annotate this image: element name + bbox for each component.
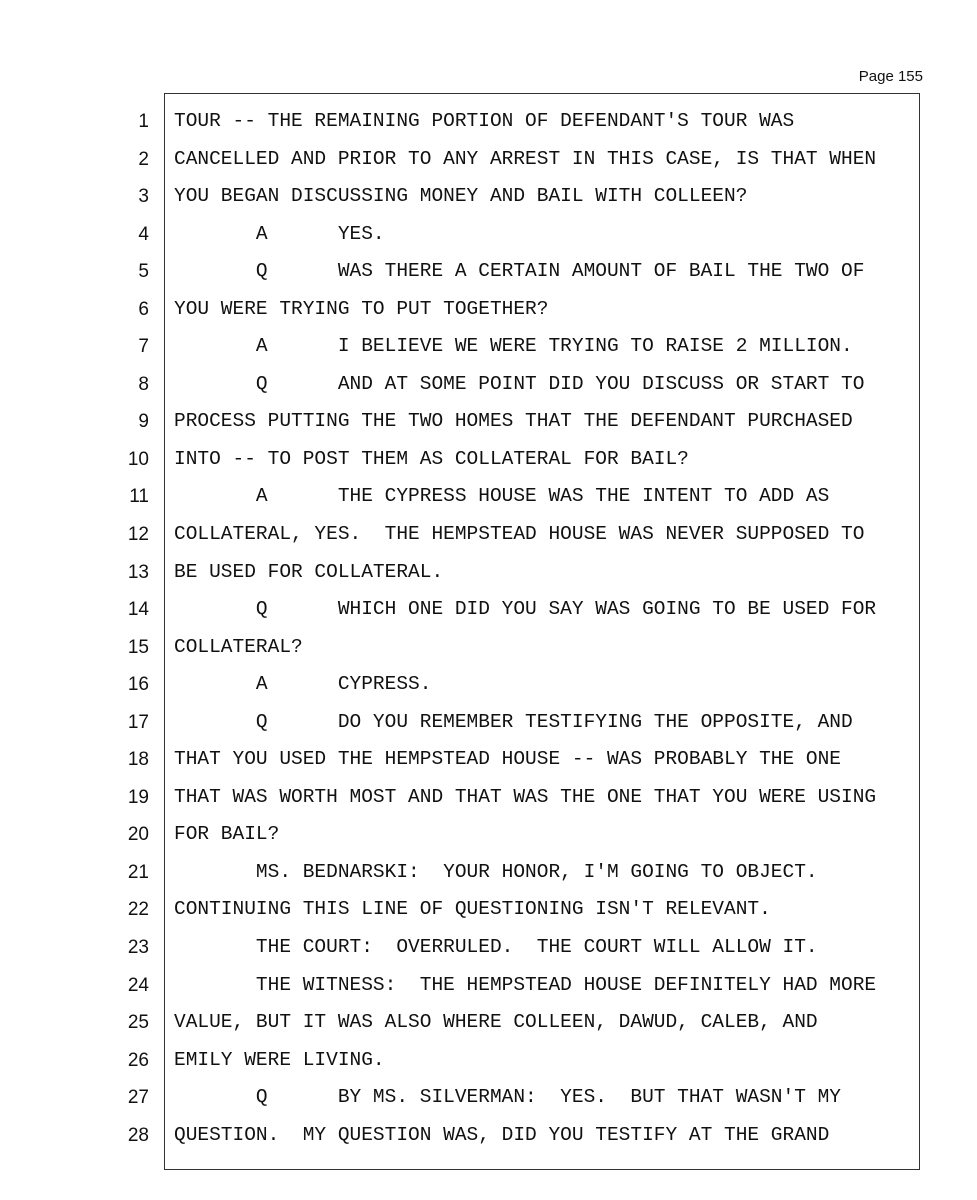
line-number: 27 [127,1087,149,1109]
line-text: CANCELLED AND PRIOR TO ANY ARREST IN THIS CASE, IS THAT WHEN [174,147,877,170]
line-text: COLLATERAL? [174,635,303,658]
line-number: 5 [138,261,149,283]
transcript-line [0,441,977,479]
line-text: Q WAS THERE A CERTAIN AMOUNT OF BAIL THE TWO OF [174,260,865,283]
transcript-line [0,366,977,404]
transcript-line [0,929,977,967]
transcript-line [0,629,977,667]
line-text: TOUR -- THE REMAINING PORTION OF DEFENDANT'S TOUR WAS [174,110,795,132]
line-number: 6 [138,298,149,320]
line-text: Q DO YOU REMEMBER TESTIFYING THE OPPOSITE, AND [174,710,853,733]
line-number: 1 [138,111,149,132]
line-number: 17 [127,711,149,733]
line-text: BE USED FOR COLLATERAL. [174,560,444,583]
line-text: Q AND AT SOME POINT DID YOU DISCUSS OR START TO [174,372,865,395]
line-number: 23 [127,937,149,959]
transcript-line [0,816,977,854]
line-number: 22 [127,899,149,921]
line-number: 7 [138,336,149,358]
transcript-line [0,403,977,441]
line-number: 25 [127,1012,149,1034]
line-text: MS. BEDNARSKI: YOUR HONOR, I'M GOING TO OBJECT. [174,860,818,883]
line-number: 15 [127,636,149,658]
page-number: Page 155 [858,68,923,85]
transcript-line [0,1004,977,1042]
line-number: 18 [127,749,149,771]
transcript-line [0,1117,977,1155]
line-text: A THE CYPRESS HOUSE WAS THE INTENT TO ADD AS [174,485,830,508]
line-text: Q BY MS. SILVERMAN: YES. BUT THAT WASN'T MY [174,1086,842,1109]
line-text: COLLATERAL, YES. THE HEMPSTEAD HOUSE WAS NEVER SUPPOSED TO [174,523,865,546]
line-text: A YES. [174,222,385,245]
transcript-line [0,854,977,892]
line-number: 20 [127,824,149,846]
line-number: 4 [138,223,149,245]
transcript-line [0,967,977,1005]
transcript-line [0,741,977,779]
line-number: 9 [138,411,149,433]
transcript-line [0,1042,977,1080]
line-text: FOR BAIL? [174,823,280,846]
line-text: THE WITNESS: THE HEMPSTEAD HOUSE DEFINITELY HAD MORE [174,973,877,996]
transcript-line [0,516,977,554]
line-text: THE COURT: OVERRULED. THE COURT WILL ALLOW IT. [174,936,818,959]
line-number: 16 [127,674,149,696]
line-text: QUESTION. MY QUESTION WAS, DID YOU TESTIFY AT THE GRAND [174,1123,830,1146]
line-text: YOU WERE TRYING TO PUT TOGETHER? [174,297,549,320]
line-number: 11 [129,486,149,508]
line-number: 2 [138,148,149,170]
transcript-line [0,704,977,742]
transcript-line [0,779,977,817]
line-text: A CYPRESS. [174,673,432,696]
transcript-lines [0,103,977,1154]
line-number: 26 [127,1049,149,1071]
transcript-line [0,178,977,216]
transcript-line [0,291,977,329]
line-text: THAT YOU USED THE HEMPSTEAD HOUSE -- WAS PROBABLY THE ONE [174,748,842,771]
transcript-line [0,478,977,516]
line-number: 13 [127,561,149,583]
line-number: 28 [127,1124,149,1146]
transcript-line [0,1079,977,1117]
line-text: YOU BEGAN DISCUSSING MONEY AND BAIL WITH COLLEEN? [174,185,748,208]
transcript-line [0,891,977,929]
line-number: 19 [127,786,149,808]
line-number: 10 [127,448,149,470]
line-number: 24 [127,974,149,996]
line-text: INTO -- TO POST THEM AS COLLATERAL FOR BAIL? [174,447,689,470]
line-text: A I BELIEVE WE WERE TRYING TO RAISE 2 MILLION. [174,335,853,358]
line-number: 14 [127,599,149,621]
transcript-line [0,253,977,291]
transcript-line [0,554,977,592]
line-number: 21 [127,861,149,883]
line-text: EMILY WERE LIVING. [174,1048,385,1071]
line-text: PROCESS PUTTING THE TWO HOMES THAT THE DEFENDANT PURCHASED [174,410,853,433]
transcript-line [0,103,977,141]
line-number: 3 [138,186,149,208]
line-number: 8 [138,373,149,395]
transcript-line [0,141,977,179]
line-text: VALUE, BUT IT WAS ALSO WHERE COLLEEN, DAWUD, CALEB, AND [174,1011,818,1034]
transcript-line [0,666,977,704]
transcript-line [0,328,977,366]
transcript-line [0,216,977,254]
line-text: THAT WAS WORTH MOST AND THAT WAS THE ONE THAT YOU WERE USING [174,785,877,808]
line-text: Q WHICH ONE DID YOU SAY WAS GOING TO BE USED FOR [174,598,877,621]
line-text: CONTINUING THIS LINE OF QUESTIONING ISN'T RELEVANT. [174,898,771,921]
transcript-line [0,591,977,629]
line-number: 12 [127,524,149,546]
